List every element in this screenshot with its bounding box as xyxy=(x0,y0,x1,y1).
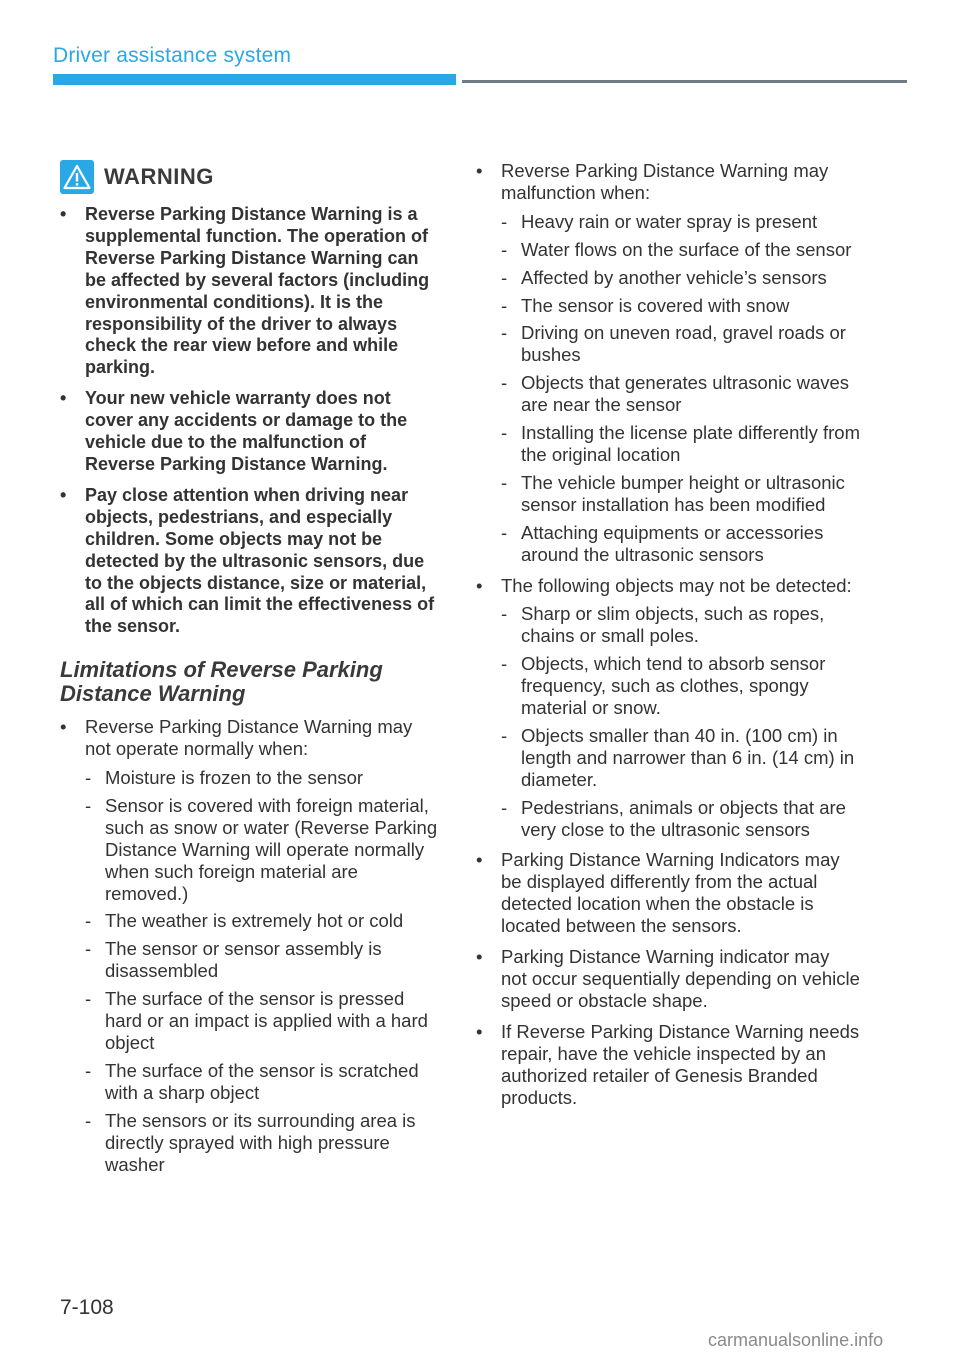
bullet: • xyxy=(476,946,483,968)
sub-list-item-text: Attaching equipments or accessories around the ultrasonic sensors xyxy=(521,521,824,565)
dash: - xyxy=(501,210,508,232)
dash: - xyxy=(501,724,508,746)
dash: - xyxy=(85,767,92,789)
sub-list-item xyxy=(501,211,860,233)
sub-list xyxy=(501,603,860,840)
sub-list-item xyxy=(85,910,438,932)
bullet: • xyxy=(60,388,67,409)
bullet: • xyxy=(476,849,483,871)
dash: - xyxy=(85,1059,92,1081)
dash: - xyxy=(501,796,508,818)
sub-list-item-text: Driving on uneven road, gravel roads or bushes xyxy=(521,322,846,366)
sub-list-item-text: The weather is extremely hot or cold xyxy=(105,910,404,932)
sub-list-item-text: Moisture is frozen to the sensor xyxy=(105,767,364,789)
sub-list-item-text: The sensors or its surrounding area is directly sprayed with high pressure washer xyxy=(105,1109,416,1175)
sub-list-item xyxy=(85,938,438,982)
bullet: • xyxy=(476,574,483,596)
left-column xyxy=(60,160,438,1184)
sub-list-item-text: Objects that generates ultrasonic waves are near the sensor xyxy=(521,372,850,416)
dash: - xyxy=(501,653,508,675)
warning-item xyxy=(60,485,438,638)
bullet: • xyxy=(60,716,67,738)
sub-list-item-text: Pedestrians, animals or objects that are very close to the ultrasonic sensors xyxy=(521,796,846,840)
sub-list-item xyxy=(501,372,860,416)
sub-list-item-text: Installing the license plate differently from the original location xyxy=(521,422,861,465)
list-item xyxy=(476,1021,860,1109)
dash: - xyxy=(85,938,92,960)
sub-list-item xyxy=(85,767,438,789)
dash: - xyxy=(501,521,508,543)
limitations-right-list xyxy=(476,160,860,1108)
sub-list-item xyxy=(501,797,860,841)
dash: - xyxy=(501,603,508,625)
sub-list-item-text: Affected by another vehicle’s sensors xyxy=(521,266,827,288)
sub-list-item-text: The surface of the sensor is scratched with a sharp object xyxy=(105,1059,419,1103)
sub-list-item xyxy=(85,988,438,1054)
list-item-text: Reverse Parking Distance Warning may malfunction when: xyxy=(501,160,829,203)
list-item-text: Parking Distance Warning indicator may not occur sequentially depending on vehicle speed or obstacle shape. xyxy=(501,946,860,1011)
watermark: carmanualsonline.info xyxy=(708,1330,884,1350)
warning-header xyxy=(60,160,438,194)
dash: - xyxy=(501,266,508,288)
bullet: • xyxy=(476,1020,483,1042)
bullet: • xyxy=(476,160,483,181)
sub-list-item xyxy=(85,795,438,905)
page-number: 7-108 xyxy=(60,1296,114,1319)
dash: - xyxy=(501,294,508,316)
sub-list-item xyxy=(501,322,860,366)
sub-list-item xyxy=(85,1110,438,1176)
dash: - xyxy=(501,372,508,394)
list-item xyxy=(476,849,860,937)
sub-list-item xyxy=(85,1060,438,1104)
sub-list-item-text: The sensor or sensor assembly is disassembled xyxy=(105,938,382,982)
dash: - xyxy=(501,422,508,444)
bullet: • xyxy=(60,484,67,505)
section-heading: Limitations of Reverse Parking Distance Warning xyxy=(60,657,383,706)
sub-list-item-text: Sharp or slim objects, such as ropes, chains or small poles. xyxy=(521,603,825,647)
warning-item xyxy=(60,388,438,476)
sub-list-item-text: The surface of the sensor is pressed hard or an impact is applied with a hard object xyxy=(105,988,428,1053)
dash: - xyxy=(501,238,508,260)
right-column xyxy=(476,160,860,1117)
sub-list-item xyxy=(501,267,860,289)
dash: - xyxy=(85,794,92,816)
warning-item-text: Your new vehicle warranty does not cover any accidents or damage to the vehicle due to the malfunction of Reverse Parking Distance Warning. xyxy=(85,388,408,474)
dash: - xyxy=(85,988,92,1010)
dash: - xyxy=(85,910,92,932)
sub-list-item-text: Water flows on the surface of the sensor xyxy=(521,238,852,260)
list-item xyxy=(476,946,860,1012)
dash: - xyxy=(501,471,508,493)
list-item-text: Parking Distance Warning Indicators may be displayed differently from the actual detected location when the obstacle is located between the sensors. xyxy=(501,849,840,937)
dash: - xyxy=(85,1109,92,1131)
dash: - xyxy=(501,322,508,344)
warning-item xyxy=(60,204,438,379)
bullet: • xyxy=(60,204,67,224)
sub-list-item xyxy=(501,422,860,466)
warning-item-text: Pay close attention when driving near objects, pedestrians, and especially children. Some objects may not be detected by the ultrasonic sensors, due to the objects distance, size or material, all of which can limit the effectiveness of the sensor. xyxy=(85,484,435,637)
sub-list-item-text: Objects, which tend to absorb sensor frequency, such as clothes, spongy material or snow. xyxy=(521,653,826,719)
warning-triangle-icon xyxy=(60,160,94,194)
sub-list-item xyxy=(501,295,860,317)
sub-list-item xyxy=(501,472,860,516)
limitations-left-list xyxy=(60,716,438,1175)
list-item-text: If Reverse Parking Distance Warning needs repair, have the vehicle inspected by an authorized retailer of Genesis Branded products. xyxy=(501,1020,860,1108)
sub-list-item-text: Sensor is covered with foreign material, such as snow or water (Reverse Parking Distance Warning will operate normally when such foreign material are removed.) xyxy=(105,794,438,904)
list-item-text: The following objects may not be detected: xyxy=(501,574,852,596)
header-rule xyxy=(462,80,907,83)
list-item xyxy=(476,575,860,841)
warning-list xyxy=(60,204,438,638)
header-title: Driver assistance system xyxy=(53,44,292,67)
list-item xyxy=(60,716,438,1175)
sub-list-item-text: Heavy rain or water spray is present xyxy=(521,210,818,232)
sub-list-item-text: The vehicle bumper height or ultrasonic sensor installation has been modified xyxy=(521,471,845,515)
sub-list-item xyxy=(501,725,860,791)
warning-item-text: Reverse Parking Distance Warning is a supplemental function. The operation of Reverse Parking Distance Warning can be affected by several factors (including environmental conditions). It is the responsibility of the driver to always check the rear view before and while parking. xyxy=(85,204,430,378)
sub-list-item xyxy=(501,653,860,719)
warning-title: WARNING xyxy=(104,164,214,189)
sub-list-item xyxy=(501,522,860,566)
list-item xyxy=(476,160,860,566)
sub-list-item xyxy=(501,239,860,261)
list-item-text: Reverse Parking Distance Warning may not operate normally when: xyxy=(85,716,413,760)
header-accent-bar xyxy=(53,74,456,85)
sub-list-item-text: The sensor is covered with snow xyxy=(521,294,790,316)
sub-list xyxy=(85,767,438,1175)
sub-list-item xyxy=(501,603,860,647)
sub-list xyxy=(501,211,860,566)
sub-list-item-text: Objects smaller than 40 in. (100 cm) in length and narrower than 6 in. (14 cm) in diameter. xyxy=(521,724,855,790)
